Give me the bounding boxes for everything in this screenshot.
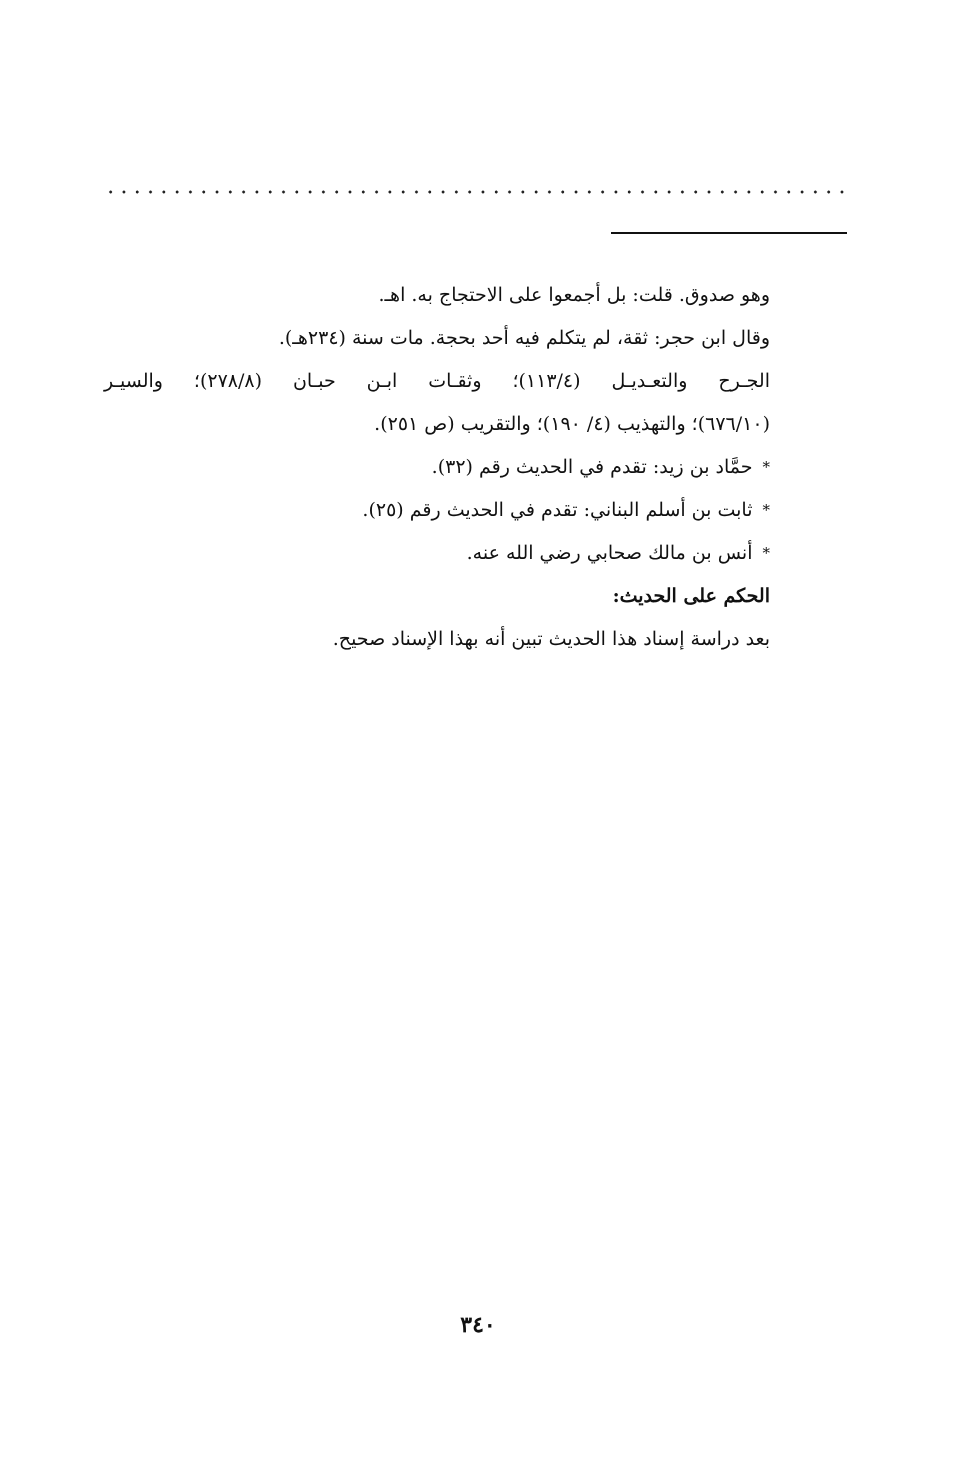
text-line-1: وهو صدوق. قلت: بل أجمعوا على الاحتجاج به. اهـ. <box>378 284 770 306</box>
narrator-text: أنس بن مالك صحابي رضي الله عنه. <box>466 542 753 564</box>
narrator-item-thabit <box>104 489 770 532</box>
page-number: ٣٤٠ <box>460 1312 496 1338</box>
narrator-item-anas <box>104 532 770 575</box>
section-heading: الحكم على الحديث: <box>612 585 770 607</box>
narrator-item-hammad <box>104 446 770 489</box>
verdict-text: بعد دراسة إسناد هذا الحديث تبين أنه بهذا الإسناد صحيح. <box>332 628 770 650</box>
star-bullet-icon: * <box>762 458 770 476</box>
page-body <box>104 274 770 661</box>
footnote-rule <box>611 232 847 234</box>
text-line-3: الجـرح والتعـديـل (١١٣/٤)؛ وثقـات ابـن حبـان (٢٧٨/٨)؛ والسيـر <box>104 370 770 392</box>
star-bullet-icon: * <box>762 501 770 519</box>
dotted-separator <box>104 182 846 202</box>
narrator-text: ثابت بن أسلم البناني: تقدم في الحديث رقم (٢٥). <box>362 499 753 521</box>
star-bullet-icon: * <box>762 544 770 562</box>
text-line-2: وقال ابن حجر: ثقة، لم يتكلم فيه أحد بحجة. مات سنة (٢٣٤هـ). <box>278 327 770 349</box>
narrator-text: حمَّاد بن زيد: تقدم في الحديث رقم (٣٢). <box>431 456 753 478</box>
text-line-4: (٦٧٦/١٠)؛ والتهذيب (٤/ ١٩٠)؛ والتقريب (ص ٢٥١). <box>374 413 770 435</box>
